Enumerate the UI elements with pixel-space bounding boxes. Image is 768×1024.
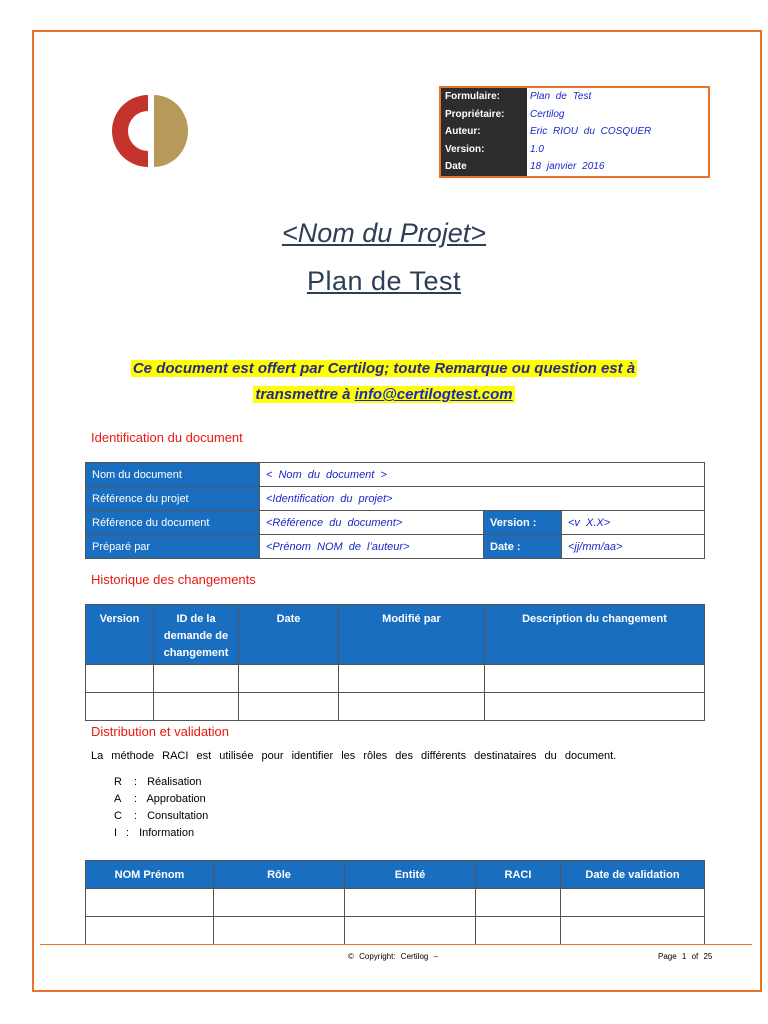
raci-legend <box>114 774 208 842</box>
meta-value-form: Plan de Test <box>530 91 592 102</box>
raci-key: A <box>114 793 122 805</box>
column-header: Version <box>86 605 154 665</box>
table-cell[interactable] <box>485 693 705 721</box>
meta-label-owner: Propriétaire: <box>445 108 505 120</box>
raci-key: C <box>114 810 122 822</box>
raci-label: Réalisation <box>147 776 202 788</box>
table-cell[interactable] <box>86 693 154 721</box>
column-header: Entité <box>345 861 476 889</box>
offer-notice <box>0 356 768 408</box>
footer-divider <box>40 944 752 945</box>
raci-key: I <box>114 827 118 839</box>
ident-value-version[interactable]: <v X.X> <box>562 511 705 535</box>
ident-label: Référence du document <box>86 511 260 535</box>
table-cell[interactable] <box>476 889 561 917</box>
table-cell[interactable] <box>86 665 154 693</box>
table-cell[interactable] <box>476 917 561 945</box>
table-row <box>86 917 705 945</box>
ident-label: Référence du projet <box>86 487 260 511</box>
meta-values <box>527 88 708 176</box>
table-cell[interactable] <box>86 889 214 917</box>
history-table <box>85 604 705 721</box>
meta-value-date: 18 janvier 2016 <box>530 161 605 173</box>
table-cell[interactable] <box>345 917 476 945</box>
table-cell[interactable] <box>485 665 705 693</box>
ident-label: Préparé par <box>86 535 260 559</box>
raci-label: Approbation <box>146 793 206 805</box>
meta-value-author: Eric RIOU du COSQUER <box>530 126 652 138</box>
document-meta-table <box>439 86 710 178</box>
table-cell[interactable] <box>345 889 476 917</box>
list-item: A : Approbation <box>114 791 208 808</box>
column-header: RACI <box>476 861 561 889</box>
list-item: I : Information <box>114 825 208 842</box>
table-cell[interactable] <box>214 889 345 917</box>
table-cell[interactable] <box>339 693 485 721</box>
column-header: Rôle <box>214 861 345 889</box>
offer-line-2-prefix: transmettre à <box>255 386 355 403</box>
column-header: ID de la demande de changement <box>154 605 239 665</box>
table-header-row <box>86 605 705 665</box>
table-cell[interactable] <box>561 889 705 917</box>
meta-value-owner: Certilog <box>530 108 565 120</box>
table-row <box>86 889 705 917</box>
project-title: <Nom du Projet> <box>281 218 487 248</box>
table-row <box>86 693 705 721</box>
meta-label-version: Version: <box>445 143 485 155</box>
meta-label-form: Formulaire: <box>445 91 501 102</box>
table-row <box>86 511 705 535</box>
meta-labels <box>441 88 527 176</box>
ident-value[interactable]: < Nom du document > <box>260 463 705 487</box>
ident-value-date[interactable]: <jj/mm/aa> <box>562 535 705 559</box>
table-header-row <box>86 861 705 889</box>
table-cell[interactable] <box>154 665 239 693</box>
table-cell[interactable] <box>214 917 345 945</box>
ident-label-version: Version : <box>484 511 562 535</box>
meta-label-date: Date <box>445 161 467 173</box>
list-item: R : Réalisation <box>114 774 208 791</box>
ident-label-date: Date : <box>484 535 562 559</box>
offer-line-1: Ce document est offert par Certilog; toute Remarque ou question est à <box>132 360 636 377</box>
column-header: Modifié par <box>339 605 485 665</box>
ident-value[interactable]: <Prénom NOM de l’auteur> <box>260 535 484 559</box>
offer-line-2 <box>253 386 514 403</box>
raci-key: R <box>114 776 122 788</box>
ident-label: Nom du document <box>86 463 260 487</box>
footer-copyright: © Copyright: Certilog – <box>348 952 439 961</box>
raci-label: Information <box>139 827 195 839</box>
table-cell[interactable] <box>86 917 214 945</box>
footer-page-number: Page 1 of 25 <box>658 952 713 961</box>
document-title: Plan de Test <box>306 266 462 296</box>
table-row <box>86 487 705 511</box>
table-row <box>86 463 705 487</box>
column-header: NOM Prénom <box>86 861 214 889</box>
identification-table <box>85 462 705 559</box>
table-cell[interactable] <box>239 693 339 721</box>
section-title-distribution: Distribution et validation <box>91 724 230 739</box>
table-cell[interactable] <box>154 693 239 721</box>
certilog-logo <box>104 93 188 169</box>
table-cell[interactable] <box>339 665 485 693</box>
ident-value[interactable]: <Référence du document> <box>260 511 484 535</box>
column-header: Date de validation <box>561 861 705 889</box>
table-cell[interactable] <box>239 665 339 693</box>
ident-value[interactable]: <Identification du projet> <box>260 487 705 511</box>
distribution-table <box>85 860 705 945</box>
table-row <box>86 665 705 693</box>
section-title-history: Historique des changements <box>91 572 256 587</box>
table-cell[interactable] <box>561 917 705 945</box>
raci-label: Consultation <box>147 810 209 822</box>
raci-description: La méthode RACI est utilisée pour identifier les rôles des différents destinataires du document. <box>91 750 617 762</box>
meta-label-author: Auteur: <box>445 126 481 138</box>
table-row <box>86 535 705 559</box>
section-title-identification: Identification du document <box>91 430 243 445</box>
email-link[interactable]: info@certilogtest.com <box>354 386 513 403</box>
list-item: C : Consultation <box>114 808 208 825</box>
column-header: Date <box>239 605 339 665</box>
meta-value-version: 1.0 <box>530 143 544 155</box>
column-header: Description du changement <box>485 605 705 665</box>
